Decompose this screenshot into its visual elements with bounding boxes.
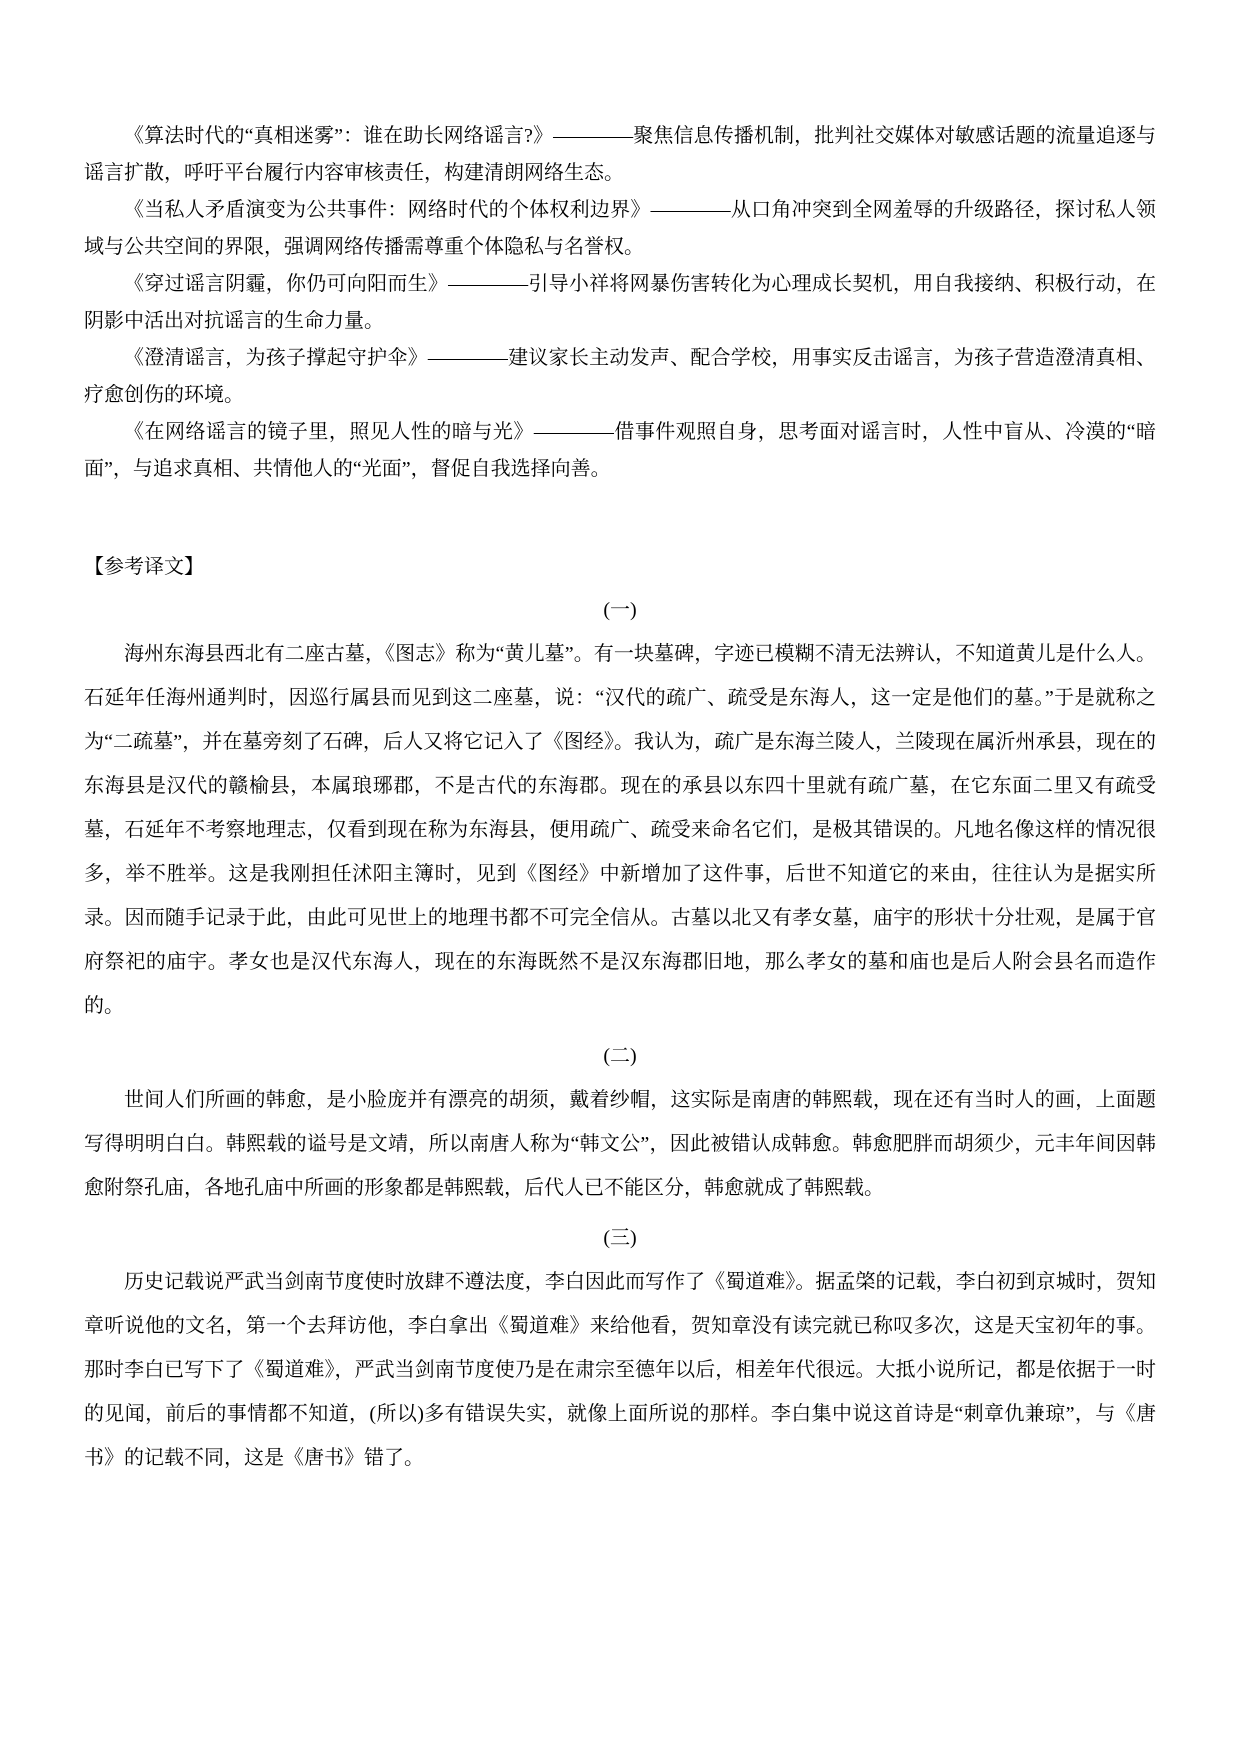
translation-paragraph-two: 世间人们所画的韩愈，是小脸庞并有漂亮的胡须，戴着纱帽，这实际是南唐的韩熙载，现在还有当时人的画，上面题写得明明白白。韩熙载的谥号是文靖，所以南唐人称为“韩文公”，因此被错认成韩愈。韩愈肥胖而胡须少，元丰年间因韩愈附祭孔庙，各地孔庙中所画的形象都是韩熙载，后代人已不能区分，韩愈就成了韩熙载。 (84, 1089, 1156, 1199)
reference-translation-section (84, 588, 1156, 1480)
essay-title-paragraph-4: 《澄清谣言，为孩子撑起守护伞》————建议家长主动发声、配合学校，用事实反击谣言，为孩子营造澄清真相、疗愈创伤的环境。 (84, 347, 1156, 406)
essay-title-paragraph-1: 《算法时代的“真相迷雾”：谁在助长网络谣言?》————聚焦信息传播机制，批判社交媒体对敏感话题的流量追逐与谣言扩散，呼吁平台履行内容审核责任，构建清朗网络生态。 (84, 125, 1156, 184)
essay-title-paragraph-5: 《在网络谣言的镜子里，照见人性的暗与光》————借事件观照自身，思考面对谣言时，人性中盲从、冷漠的“暗面”，与追求真相、共情他人的“光面”，督促自我选择向善。 (84, 421, 1156, 480)
essay-title-paragraph-3: 《穿过谣言阴霾，你仍可向阳而生》————引导小祥将网暴伤害转化为心理成长契机，用自我接纳、积极行动，在阴影中活出对抗谣言的生命力量。 (84, 273, 1156, 332)
section-label-one: (一) (603, 599, 637, 621)
section-label-three: (三) (603, 1227, 637, 1249)
section-label-two: (二) (603, 1045, 637, 1067)
essay-title-paragraph-2: 《当私人矛盾演变为公共事件：网络时代的个体权利边界》————从口角冲突到全网羞辱的升级路径，探讨私人领域与公共空间的界限，强调网络传播需尊重个体隐私与名誉权。 (84, 199, 1156, 258)
reference-translation-heading: 【参考译文】 (84, 556, 204, 578)
essay-titles-section (84, 118, 1156, 488)
translation-paragraph-three: 历史记载说严武当剑南节度使时放肆不遵法度，李白因此而写作了《蜀道难》。据孟棨的记载，李白初到京城时，贺知章听说他的文名，第一个去拜访他，李白拿出《蜀道难》来给他看，贺知章没有读完就已称叹多次，这是天宝初年的事。那时李白已写下了《蜀道难》，严武当剑南节度使乃是在肃宗至德年以后，相差年代很远。大抵小说所记，都是依据于一时的见闻，前后的事情都不知道，(所以)多有错误失实，就像上面所说的那样。李白集中说这首诗是“刺章仇兼琼”，与《唐书》的记载不同，这是《唐书》错了。 (84, 1271, 1156, 1469)
translation-paragraph-one: 海州东海县西北有二座古墓，《图志》称为“黄儿墓”。有一块墓碑，字迹已模糊不清无法辨认，不知道黄儿是什么人。石延年任海州通判时，因巡行属县而见到这二座墓，说：“汉代的疏广、疏受是东海人，这一定是他们的墓。”于是就称之为“二疏墓”，并在墓旁刻了石碑，后人又将它记入了《图经》。我认为，疏广是东海兰陵人，兰陵现在属沂州承县，现在的东海县是汉代的赣榆县，本属琅琊郡，不是古代的东海郡。现在的承县以东四十里就有疏广墓，在它东面二里又有疏受墓，石延年不考察地理志，仅看到现在称为东海县，便用疏广、疏受来命名它们，是极其错误的。凡地名像这样的情况很多，举不胜举。这是我刚担任沭阳主簿时，见到《图经》中新增加了这件事，后世不知道它的来由，往往认为是据实所录。因而随手记录于此，由此可见世上的地理书都不可完全信从。古墓以北又有孝女墓，庙宇的形状十分壮观，是属于官府祭祀的庙宇。孝女也是汉代东海人，现在的东海既然不是汉东海郡旧地，那么孝女的墓和庙也是后人附会县名而造作的。 (84, 643, 1156, 1017)
